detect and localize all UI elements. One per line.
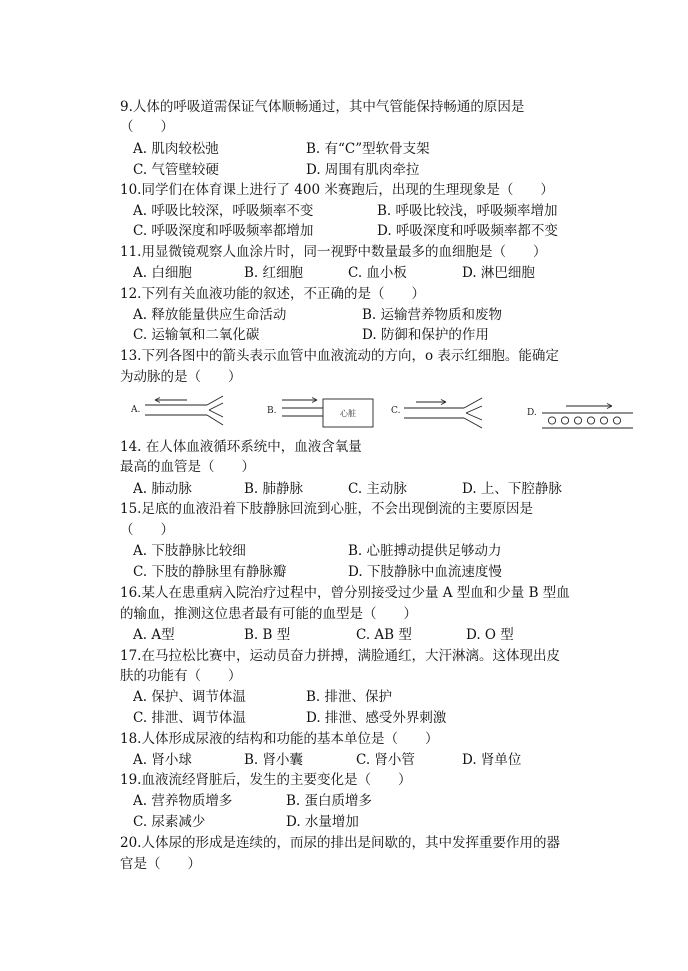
q17-option-c: C. 排泄、调节体温: [133, 710, 246, 726]
q18-stem: 18.人体形成尿液的结构和功能的基本单位是（ ）: [120, 731, 439, 747]
q9-option-b: B. 有“C”型软骨支架: [306, 141, 430, 157]
q17-stem-line2: 肤的功能有（ ）: [120, 668, 242, 684]
q15-option-c: C. 下肢的静脉里有静脉瓣: [133, 564, 287, 580]
q12-stem: 12.下列有关血液功能的叙述，不正确的是（ ）: [120, 286, 425, 302]
figure-b-vessel-heart-diagram: [279, 396, 377, 430]
figure-c-vessel-diagram: [402, 396, 484, 430]
q18-option-b: B. 肾小囊: [244, 752, 304, 768]
q16-option-d: D. O 型: [466, 627, 514, 643]
q14-stem-line2: 最高的血管是（ ）: [120, 459, 255, 475]
q19-option-d: D. 水量增加: [286, 814, 359, 830]
q20-stem-line1: 20.人体尿的形成是连续的，而尿的排出是间歇的，其中发挥重要作用的器: [120, 835, 560, 851]
q16-stem-line2: 的输血，推测这位患者最有可能的血型是（ ）: [120, 606, 417, 622]
q19-stem: 19.血液流经肾脏后，发生的主要变化是（ ）: [120, 772, 412, 788]
q14-stem-line1: 14. 在人体血液循环系统中，血液含氧量: [120, 439, 362, 455]
q9-option-d: D. 周围有肌肉牵拉: [306, 162, 420, 178]
q18-option-c: C. 肾小管: [356, 752, 415, 768]
q15-option-b: B. 心脏搏动提供足够动力: [348, 543, 502, 559]
q12-option-c: C. 运输氧和二氧化碳: [133, 327, 260, 343]
q11-option-b: B. 红细胞: [244, 265, 304, 281]
q17-stem-line1: 17.在马拉松比赛中，运动员奋力拼搏，满脸通红，大汗淋漓。这体现出皮: [120, 648, 560, 664]
q14-option-c: C. 主动脉: [348, 481, 407, 497]
q19-option-a: A. 营养物质增多: [133, 793, 233, 809]
figure-label-b: B.: [267, 406, 277, 416]
q12-option-d: D. 防御和保护的作用: [362, 327, 489, 343]
q16-option-b: B. B 型: [244, 627, 291, 643]
q15-stem-line1: 15.足底的血液沿着下肢静脉回流到心脏，不会出现倒流的主要原因是: [120, 501, 533, 517]
q19-option-b: B. 蛋白质增多: [286, 793, 373, 809]
q14-option-b: B. 肺静脉: [244, 481, 304, 497]
q19-option-c: C. 尿素减少: [133, 814, 206, 830]
q15-option-d: D. 下肢静脉中血流速度慢: [348, 564, 502, 580]
heart-label: 心脏: [340, 409, 356, 418]
q18-option-d: D. 肾单位: [462, 752, 522, 768]
q9-option-a: A. 肌肉较松弛: [133, 141, 219, 157]
q12-option-a: A. 释放能量供应生命活动: [133, 307, 287, 323]
figure-label-a: A.: [131, 405, 141, 415]
figure-d-capillary-diagram: [540, 402, 635, 432]
q14-option-a: A. 肺动脉: [133, 481, 192, 497]
q13-stem-line2: 为动脉的是（ ）: [120, 369, 242, 385]
figure-label-c: C.: [391, 406, 401, 416]
q14-option-d: D. 上、下腔静脉: [462, 481, 562, 497]
q9-option-c: C. 气管壁较硬: [133, 162, 219, 178]
figure-label-d: D.: [527, 408, 537, 418]
q17-option-a: A. 保护、调节体温: [133, 689, 246, 705]
q15-option-a: A. 下肢静脉比较细: [133, 543, 246, 559]
q11-option-d: D. 淋巴细胞: [462, 265, 535, 281]
q15-stem-line2: （ ）: [120, 522, 174, 538]
q12-option-b: B. 运输营养物质和废物: [362, 307, 503, 323]
q16-option-c: C. AB 型: [356, 627, 412, 643]
q20-stem-line2: 官是（ ）: [120, 856, 201, 872]
q11-option-a: A. 白细胞: [133, 265, 192, 281]
q10-option-b: B. 呼吸比较浅，呼吸频率增加: [377, 203, 558, 219]
q18-option-a: A. 肾小球: [133, 752, 192, 768]
figure-a-vessel-diagram: [143, 394, 225, 428]
q10-stem: 10.同学们在体育课上进行了 400 米赛跑后，出现的生理现象是（ ）: [120, 182, 554, 198]
q10-option-a: A. 呼吸比较深，呼吸频率不变: [133, 203, 314, 219]
q11-option-c: C. 血小板: [348, 265, 407, 281]
q11-stem: 11.用显微镜观察人血涂片时，同一视野中数量最多的血细胞是（ ）: [120, 244, 547, 260]
q16-option-a: A. A型: [133, 627, 175, 643]
q9-stem-line2: （ ）: [120, 119, 174, 135]
q9-stem-line1: 9.人体的呼吸道需保证气体顺畅通过，其中气管能保持畅通的原因是: [120, 99, 525, 115]
q17-option-d: D. 排泄、感受外界刺激: [306, 710, 447, 726]
q10-option-c: C. 呼吸深度和呼吸频率都增加: [133, 223, 314, 239]
q13-stem-line1: 13.下列各图中的箭头表示血管中血液流动的方向，o 表示红细胞。能确定: [120, 348, 559, 364]
q10-option-d: D. 呼吸深度和呼吸频率都不变: [377, 223, 558, 239]
q16-stem-line1: 16.某人在患重病入院治疗过程中，曾分别接受过少量 A 型血和少量 B 型血: [120, 585, 570, 601]
q17-option-b: B. 排泄、保护: [306, 689, 393, 705]
